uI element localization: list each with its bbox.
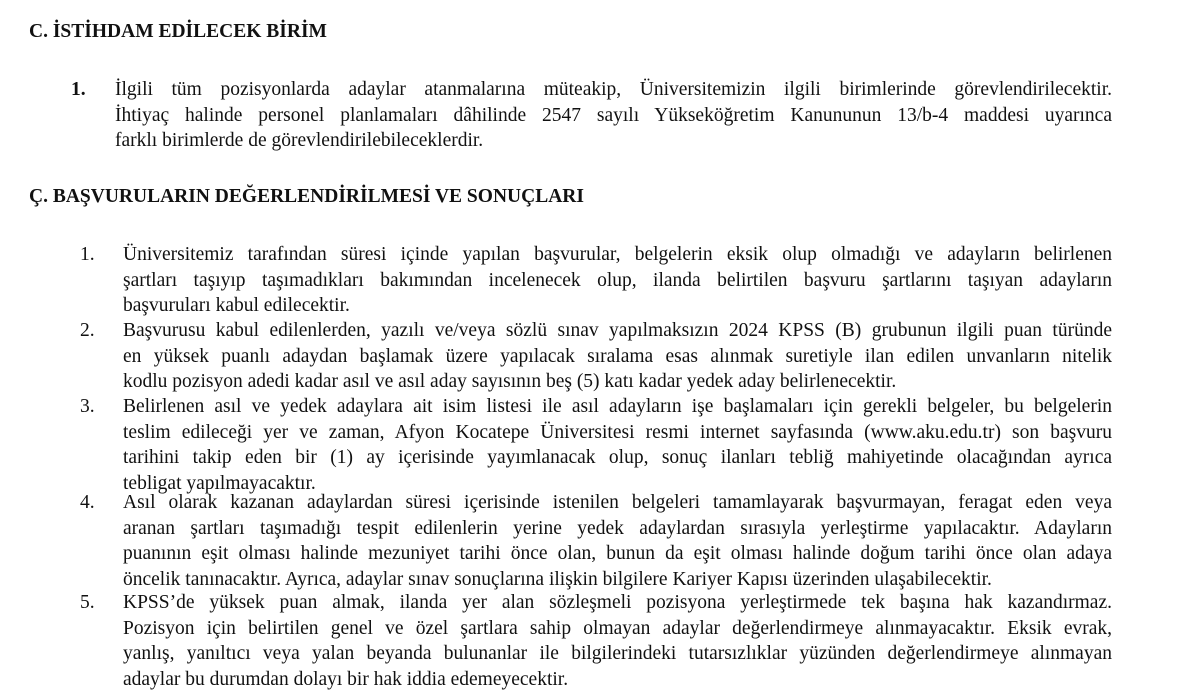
list-number: 3. <box>80 394 95 420</box>
text-line: Başvurusu kabul edilenlerden, yazılı ve/veya sözlü sınav yapılmaksızın 2024 KPSS (B) grubunun ilgili puan türünde <box>123 318 1112 344</box>
text-line: yanlış, yanıltıcı veya yalan beyanda bulunanlar ile bilgilerindeki tutarsızlıklar yüzünden değerlendirmeye alınmayan <box>123 641 1112 667</box>
text-line: şartları taşıyıp taşımadıkları bakımından incelenecek olup, ilanda belirtilen başvuru şartlarını taşıyan adayların <box>123 268 1112 294</box>
list-number: 5. <box>80 590 95 616</box>
list-number: 4. <box>80 490 95 516</box>
text-line: tarihini takip eden bir (1) ay içerisinde yayımlanacak olup, sonuç ilanları tebliğ mahiyetinde olacağından ayrıca <box>123 445 1112 471</box>
text-line: başvuruları kabul edilecektir. <box>123 293 1112 319</box>
text-line: öncelik tanınacaktır. Ayrıca, adaylar sınav sonuçlarına ilişkin bilgilere Kariyer Kapısı üzerinden ulaşabilecektir. <box>123 567 1112 593</box>
list-item-text <box>115 77 1112 154</box>
section-c-heading: C. İSTİHDAM EDİLECEK BİRİM <box>29 20 327 44</box>
list-item-text <box>123 318 1112 395</box>
list-number: 1. <box>71 77 86 103</box>
text-line: aranan şartları taşımadığı tespit edilenlerin yerine yedek adaylardan sırasıyla yerleştirme yapılacaktır. Adayların <box>123 516 1112 542</box>
list-item-text <box>123 590 1112 692</box>
text-line: Üniversitemiz tarafından süresi içinde yapılan başvurular, belgelerin eksik olup olmadığı ve adayların belirlenen <box>123 242 1112 268</box>
text-line: KPSS’de yüksek puan almak, ilanda yer alan sözleşmeli pozisyona yerleştirmede tek başına hak kazandırmaz. <box>123 590 1112 616</box>
text-line: teslim edileceği yer ve zaman, Afyon Kocatepe Üniversitesi resmi internet sayfasında (www.aku.edu.tr) son başvuru <box>123 420 1112 446</box>
section-cc-heading: Ç. BAŞVURULARIN DEĞERLENDİRİLMESİ VE SONUÇLARI <box>29 185 584 209</box>
list-number: 2. <box>80 318 95 344</box>
text-line: İlgili tüm pozisyonlarda adaylar atanmalarına müteakip, Üniversitemizin ilgili birimlerinde görevlendirilecektir. <box>115 77 1112 103</box>
list-item-text <box>123 242 1112 319</box>
text-line: kodlu pozisyon adedi kadar asıl ve asıl aday sayısının beş (5) katı kadar yedek aday belirlenecektir. <box>123 369 1112 395</box>
text-line: tebligat yapılmayacaktır. <box>123 471 1112 497</box>
text-line: Belirlenen asıl ve yedek adaylara ait isim listesi ile asıl adayların işe başlamaları için gerekli belgeler, bu belgelerin <box>123 394 1112 420</box>
list-item-text <box>123 490 1112 592</box>
list-number: 1. <box>80 242 95 268</box>
text-line: puanının eşit olması halinde mezuniyet tarihi önce olan, bunun da eşit olması halinde doğum tarihi önce olan adaya <box>123 541 1112 567</box>
text-line: Asıl olarak kazanan adaylardan süresi içerisinde istenilen belgeleri tamamlayarak başvurmayan, feragat eden veya <box>123 490 1112 516</box>
text-line: Pozisyon için belirtilen genel ve özel şartlara sahip olmayan adaylar değerlendirmeye alınmayacaktır. Eksik evrak, <box>123 616 1112 642</box>
text-line: İhtiyaç halinde personel planlamaları dâhilinde 2547 sayılı Yükseköğretim Kanununun 13/b-4 maddesi uyarınca <box>115 103 1112 129</box>
text-line: adaylar bu durumdan dolayı bir hak iddia edemeyecektir. <box>123 667 1112 692</box>
text-line: farklı birimlerde de görevlendirilebileceklerdir. <box>115 128 1112 154</box>
list-item-text <box>123 394 1112 496</box>
text-line: en yüksek puanlı adaydan başlamak üzere yapılacak sıralama esas alınmak suretiyle ilan edilen unvanların nitelik <box>123 344 1112 370</box>
